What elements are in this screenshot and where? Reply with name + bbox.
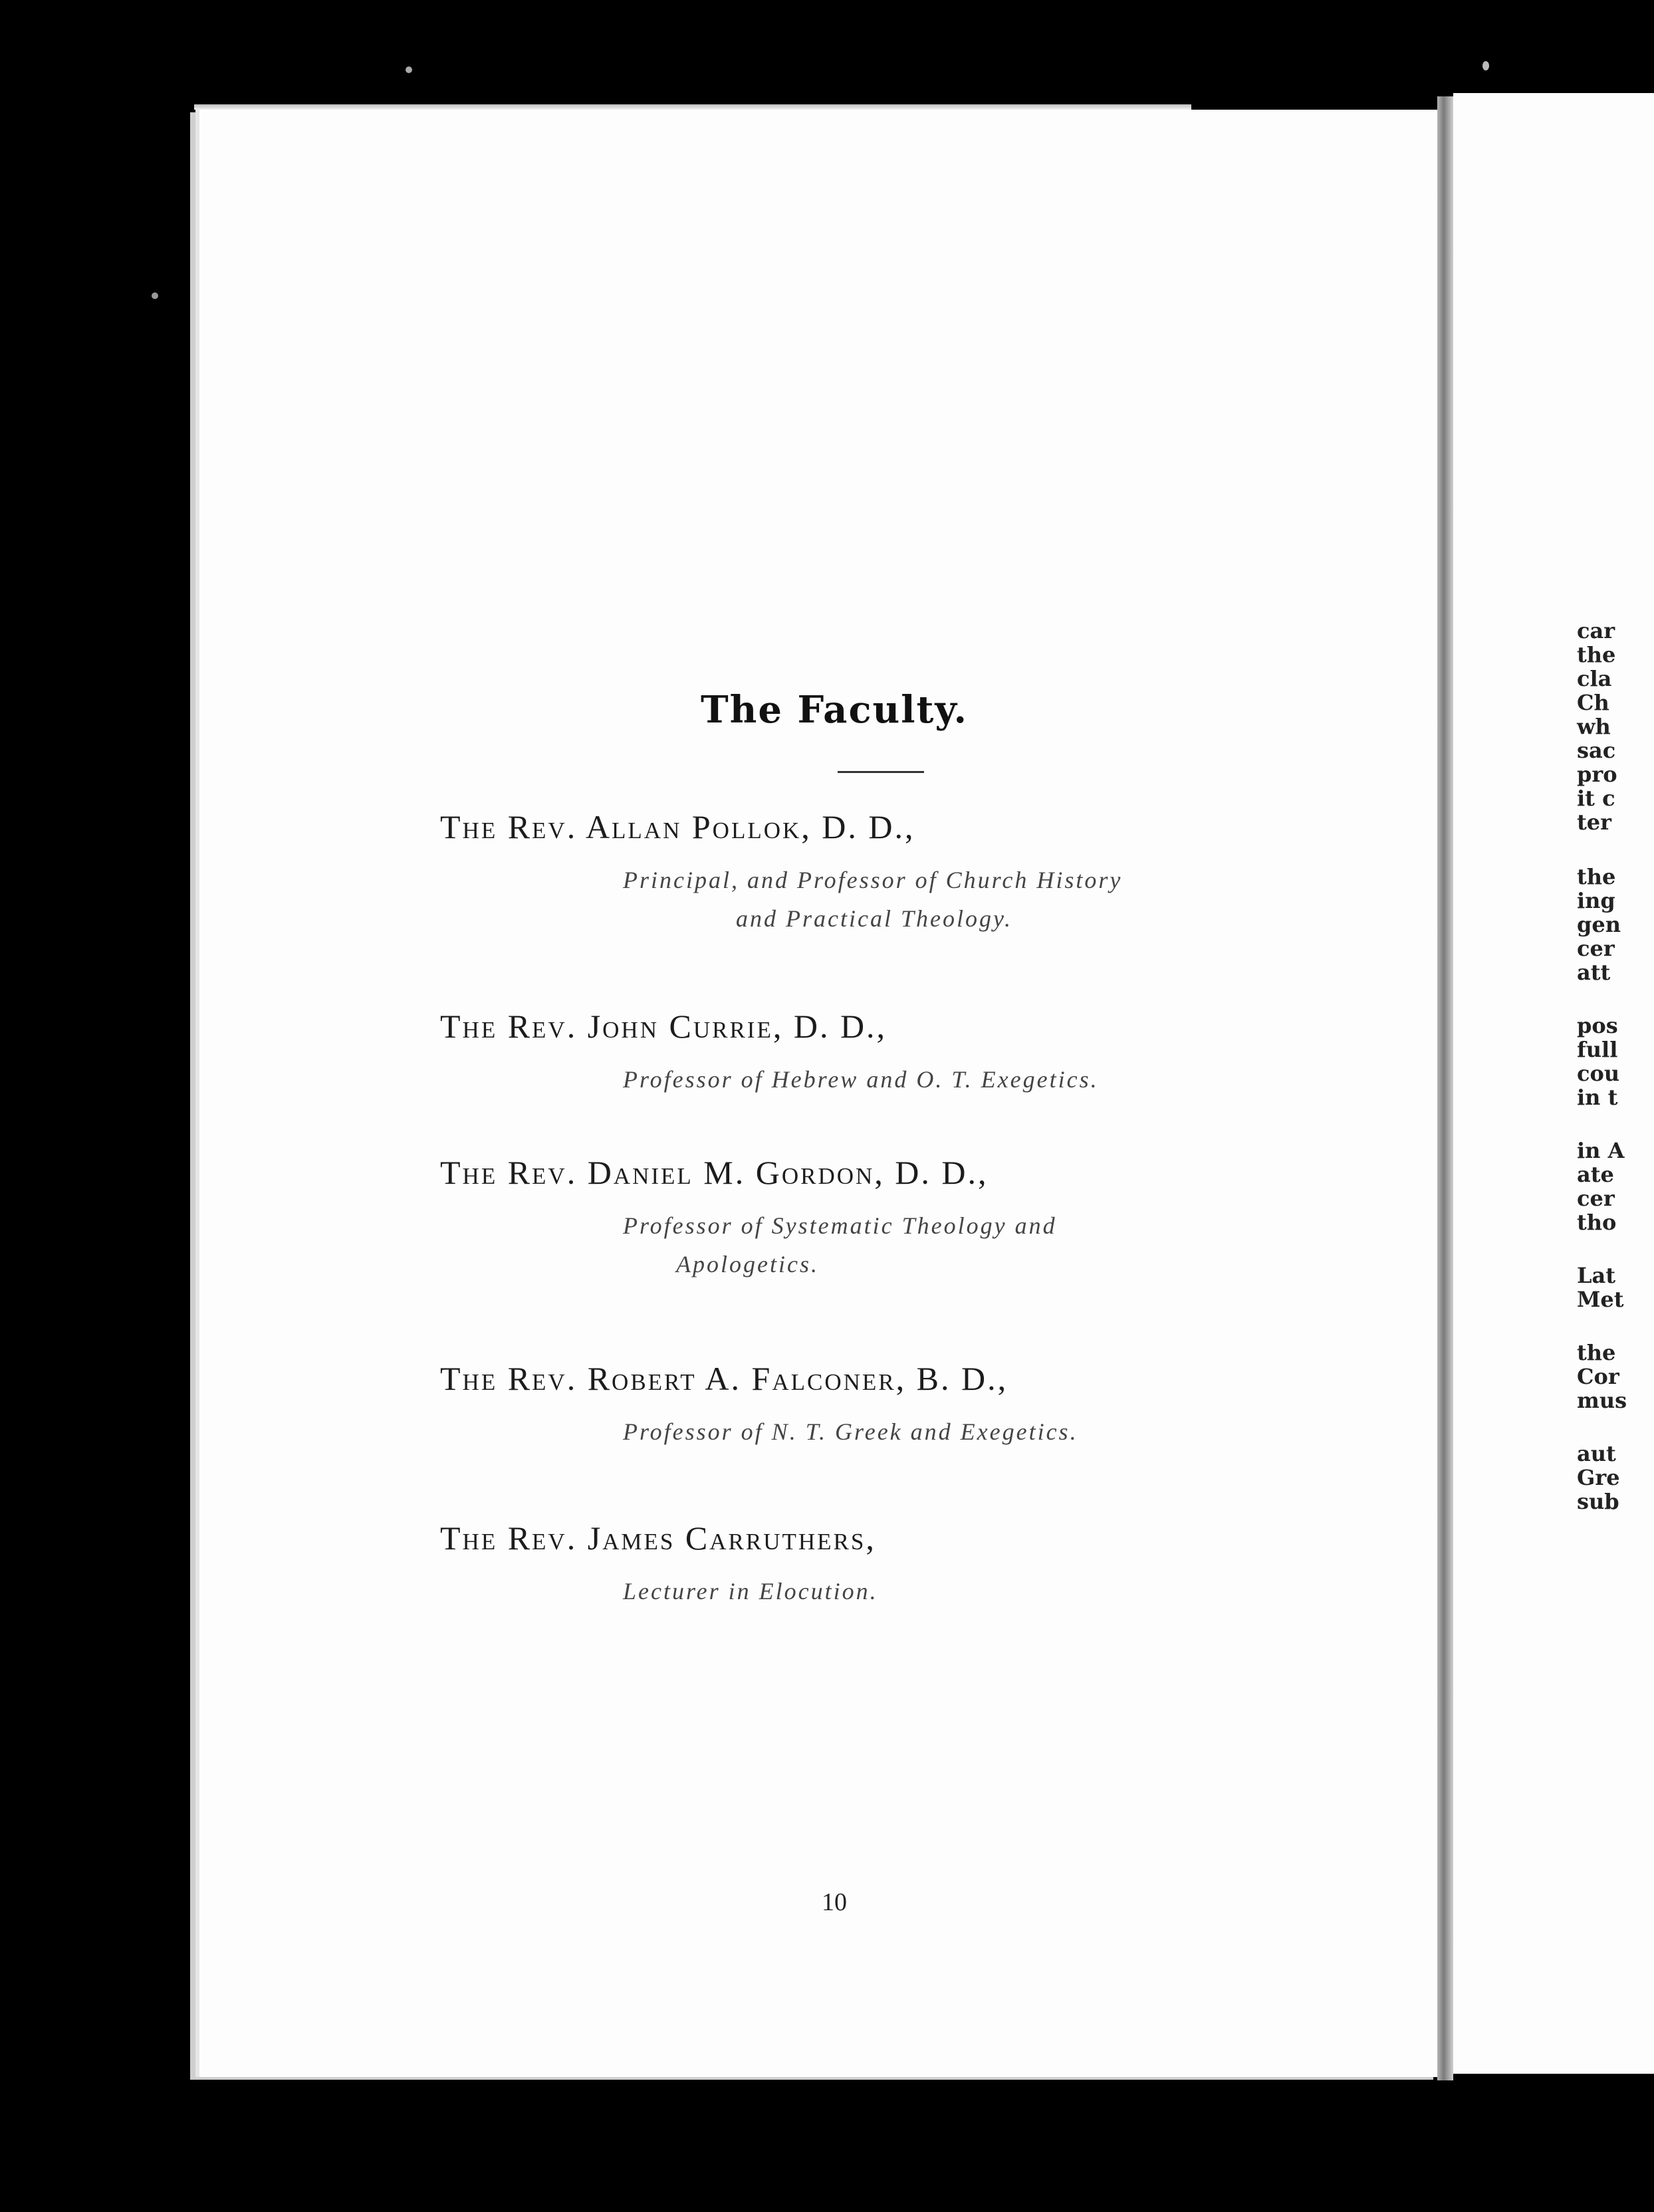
faculty-role: [440, 1412, 1078, 1451]
facing-page-text-fragment: cla: [1577, 666, 1612, 691]
facing-page-text-fragment: it c: [1577, 786, 1615, 811]
left-page: [199, 110, 1443, 2077]
faculty-name: The Rev. Daniel M. Gordon, D. D.,: [440, 1154, 989, 1191]
faculty-entry-pollok: [440, 808, 1122, 938]
facing-page-text-fragment: the: [1577, 864, 1616, 889]
facing-page-text-fragment: cer: [1577, 936, 1615, 961]
page-number: 10: [822, 1888, 847, 1916]
facing-page-text-fragment: pos: [1577, 1013, 1618, 1038]
facing-page-text-fragment: Ch: [1577, 690, 1609, 715]
faculty-role-line: Professor of N. T. Greek and Exegetics.: [623, 1418, 1078, 1445]
facing-page-text-fragment: the: [1577, 642, 1616, 667]
facing-page-text-fragment: cou: [1577, 1061, 1620, 1086]
facing-page-text-fragment: Met: [1577, 1287, 1624, 1312]
dust-speck: [1482, 61, 1489, 70]
facing-page-text-fragment: tho: [1577, 1210, 1617, 1235]
faculty-entry-carruthers: [440, 1519, 878, 1610]
facing-page-text-fragment: Lat: [1577, 1263, 1616, 1288]
page-title: The Faculty.: [700, 688, 969, 732]
facing-page-text-fragment: pro: [1577, 762, 1617, 787]
faculty-role-line: Principal, and Professor of Church History: [623, 867, 1123, 893]
facing-page-text-fragment: ter: [1577, 810, 1611, 835]
faculty-role-line: Professor of Systematic Theology and: [623, 1212, 1057, 1239]
facing-page-text-fragment: wh: [1577, 714, 1611, 739]
facing-page-text-fragment: sac: [1577, 738, 1616, 763]
faculty-role: [440, 1206, 1057, 1283]
faculty-name: The Rev. John Currie, D. D.,: [440, 1008, 887, 1045]
dust-speck: [406, 66, 412, 73]
facing-page-text-fragment: ate: [1577, 1162, 1614, 1187]
facing-page: [1453, 93, 1654, 2074]
facing-page-text-fragment: aut: [1577, 1441, 1616, 1466]
faculty-role-line: and Practical Theology.: [736, 905, 1012, 932]
facing-page-text-fragment: full: [1577, 1037, 1618, 1062]
faculty-name: The Rev. Robert A. Falconer, B. D.,: [440, 1360, 1008, 1397]
facing-page-text-fragment: att: [1577, 960, 1611, 985]
facing-page-text-fragment: gen: [1577, 912, 1621, 937]
faculty-entry-currie: [440, 1007, 1099, 1099]
facing-page-text-fragment: car: [1577, 618, 1615, 643]
dust-speck: [152, 292, 158, 299]
title-underline-rule: [838, 771, 924, 773]
facing-page-text-fragment: ing: [1577, 888, 1615, 913]
faculty-role-line: Apologetics.: [676, 1251, 819, 1277]
page-stack-edge: [194, 104, 1191, 110]
book-gutter: [1437, 96, 1453, 2080]
facing-page-text-fragment: Cor: [1577, 1364, 1619, 1389]
faculty-name: The Rev. James Carruthers,: [440, 1519, 876, 1557]
facing-page-text-fragment: the: [1577, 1340, 1616, 1365]
facing-page-text-fragment: Gre: [1577, 1465, 1620, 1490]
facing-page-text-fragment: cer: [1577, 1186, 1615, 1211]
faculty-role: [440, 1572, 878, 1610]
faculty-role: [440, 1060, 1099, 1099]
faculty-role: [440, 861, 1122, 938]
faculty-role-line: Lecturer in Elocution.: [623, 1578, 878, 1604]
facing-page-text-fragment: sub: [1577, 1489, 1619, 1514]
faculty-name: The Rev. Allan Pollok, D. D.,: [440, 808, 915, 845]
facing-page-text-fragment: in A: [1577, 1138, 1625, 1163]
faculty-entry-falconer: [440, 1359, 1078, 1451]
facing-page-text-fragment: mus: [1577, 1388, 1627, 1413]
faculty-entry-gordon: [440, 1153, 1057, 1283]
faculty-role-line: Professor of Hebrew and O. T. Exegetics.: [623, 1066, 1099, 1093]
facing-page-text-fragment: in t: [1577, 1085, 1618, 1110]
